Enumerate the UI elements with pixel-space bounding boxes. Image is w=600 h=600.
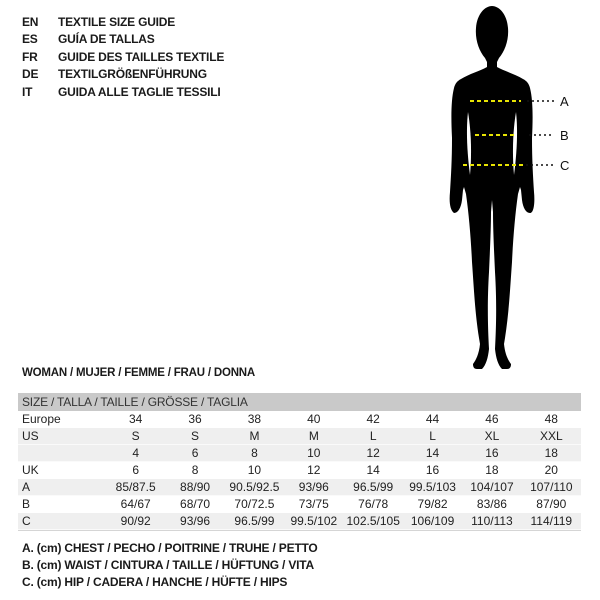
language-row <box>22 83 224 101</box>
size-cell: 46 <box>485 412 499 426</box>
language-code: EN <box>22 14 39 29</box>
size-cell: 96.5/99 <box>353 480 394 494</box>
size-cell: 96.5/99 <box>234 514 275 528</box>
size-cell: 8 <box>191 463 199 477</box>
row-label: US <box>22 429 39 443</box>
size-cell: 18 <box>485 463 499 477</box>
language-code: DE <box>22 67 39 82</box>
size-cell: XXL <box>539 429 563 443</box>
size-table <box>18 393 581 531</box>
row-label: C <box>22 514 31 528</box>
size-cell: 10 <box>247 463 262 477</box>
language-title-list <box>22 13 224 101</box>
size-cell: 106/109 <box>410 514 455 528</box>
size-cell: L <box>369 429 377 443</box>
legend-line: C. (cm) HIP / CADERA / HANCHE / HÜFTE / HIPS <box>22 575 288 589</box>
size-cell: 16 <box>485 446 499 460</box>
size-cell: 12 <box>366 446 380 460</box>
language-code: IT <box>22 84 33 99</box>
language-row <box>22 13 224 31</box>
language-title: TEXTILE SIZE GUIDE <box>58 14 176 29</box>
waist-marker-label: B <box>560 128 569 143</box>
woman-silhouette <box>450 6 535 369</box>
table-row <box>18 411 581 428</box>
size-cell: 6 <box>191 446 199 460</box>
language-title: GUIDA ALLE TAGLIE TESSILI <box>58 84 221 99</box>
section-title: WOMAN / MUJER / FEMME / FRAU / DONNA <box>22 367 256 379</box>
size-cell: 93/96 <box>298 480 329 494</box>
size-cell: 20 <box>544 463 558 477</box>
legend-line: A. (cm) CHEST / PECHO / POITRINE / TRUHE / PETTO <box>22 541 318 555</box>
row-label <box>18 445 106 462</box>
table-row <box>18 479 581 496</box>
size-cell: 110/113 <box>471 514 513 528</box>
size-cell: 40 <box>307 412 321 426</box>
size-cell: 85/87.5 <box>115 480 156 494</box>
size-cell: XL <box>484 429 500 443</box>
size-cell: S <box>131 429 140 443</box>
size-cell: S <box>191 429 200 443</box>
size-cell: 44 <box>425 412 440 426</box>
size-cell: 64/67 <box>120 497 151 511</box>
size-cell: 87/90 <box>536 497 567 511</box>
language-row <box>22 48 224 66</box>
size-cell: 10 <box>307 446 321 460</box>
table-row <box>18 462 581 479</box>
table-row <box>18 445 581 462</box>
size-cell: 107/110 <box>530 480 573 494</box>
table-row <box>18 513 581 530</box>
language-title: GUIDE DES TAILLES TEXTILE <box>58 49 225 64</box>
size-cell: 93/96 <box>180 514 211 528</box>
size-cell: 16 <box>425 463 440 477</box>
size-cell: 38 <box>247 412 262 426</box>
table-row <box>18 428 581 445</box>
size-cell: 99.5/102 <box>290 514 338 528</box>
legend-line: B. (cm) WAIST / CINTURA / TAILLE / HÜFTUNG / VITA <box>22 558 314 572</box>
language-code: FR <box>22 49 38 64</box>
size-cell: 90.5/92.5 <box>229 480 280 494</box>
size-cell: 14 <box>366 463 380 477</box>
language-row <box>22 31 224 49</box>
measurement-legend <box>22 540 318 591</box>
size-cell: M <box>249 429 260 443</box>
size-cell: 34 <box>129 412 143 426</box>
size-cell: 4 <box>132 446 140 460</box>
size-cell: 36 <box>188 412 202 426</box>
table-row <box>18 496 581 513</box>
language-title: GUÍA DE TALLAS <box>58 32 155 47</box>
size-cell: 14 <box>425 446 440 460</box>
size-cell: 70/72.5 <box>234 497 275 511</box>
row-label: Europe <box>22 412 61 426</box>
size-cell: 18 <box>544 446 558 460</box>
row-label: A <box>22 480 31 494</box>
size-cell: L <box>429 429 436 443</box>
size-cell: 8 <box>251 446 258 460</box>
language-row <box>22 66 224 84</box>
size-cell: 104/107 <box>470 480 514 494</box>
size-table-header: SIZE / TALLA / TAILLE / GRÖSSE / TAGLIA <box>18 393 581 411</box>
chest-marker-label: A <box>560 94 569 109</box>
size-cell: 102.5/105 <box>346 514 400 528</box>
size-cell: 42 <box>366 412 380 426</box>
size-cell: 6 <box>132 463 140 477</box>
size-cell: 68/70 <box>180 497 211 511</box>
size-cell: M <box>308 429 319 443</box>
row-label: B <box>22 497 31 511</box>
woman-silhouette-figure <box>390 0 600 380</box>
size-cell: 12 <box>307 463 321 477</box>
language-title: TEXTILGRÖßENFÜHRUNG <box>58 67 207 82</box>
size-cell: 88/90 <box>180 480 211 494</box>
row-label: UK <box>22 463 39 477</box>
size-cell: 99.5/103 <box>409 480 456 494</box>
size-cell: 48 <box>544 412 558 426</box>
size-cell: 114/119 <box>530 514 573 528</box>
size-cell: 79/82 <box>417 497 448 511</box>
size-cell: 90/92 <box>120 514 151 528</box>
size-table-body <box>18 411 581 530</box>
language-code: ES <box>22 32 38 47</box>
size-cell: 73/75 <box>298 497 329 511</box>
size-cell: 83/86 <box>476 497 507 511</box>
hip-marker-label: C <box>560 158 570 173</box>
size-cell: 76/78 <box>358 497 389 511</box>
